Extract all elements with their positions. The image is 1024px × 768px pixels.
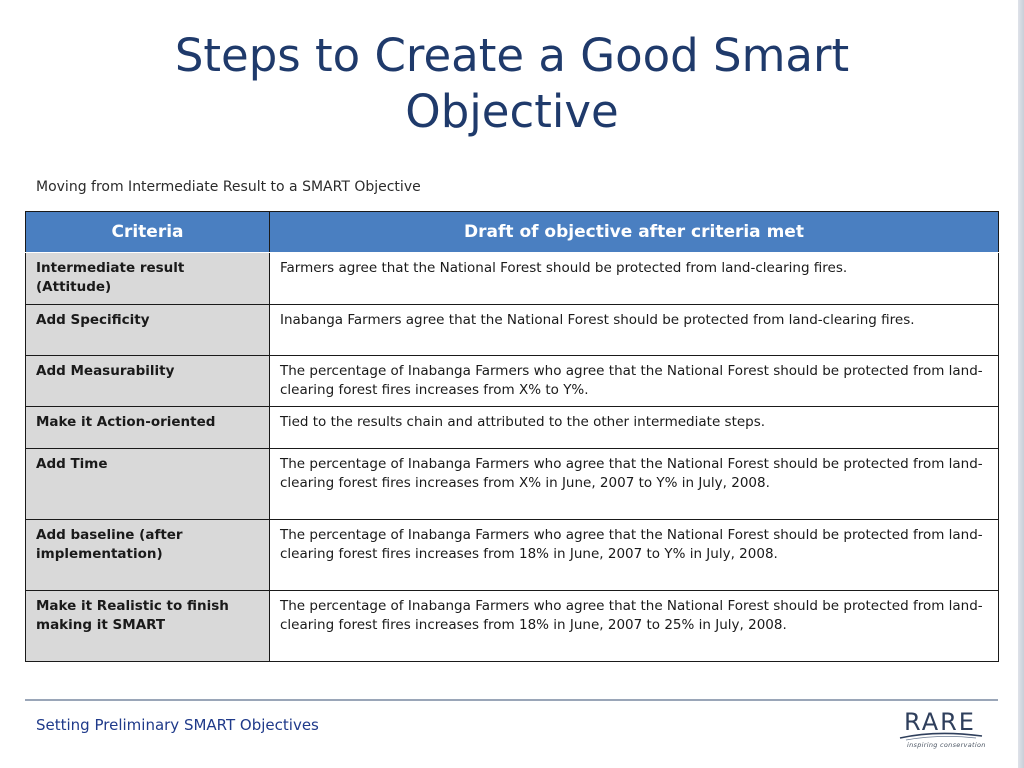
draft-cell: The percentage of Inabanga Farmers who agree that the National Forest should be protected from land-clearing forest fires increases from 18% in June, 2007 to Y% in July, 2008. xyxy=(270,520,999,591)
table-row xyxy=(26,407,999,449)
criteria-cell: Add Specificity xyxy=(26,305,270,356)
table-row xyxy=(26,449,999,520)
rare-logo xyxy=(896,708,986,756)
criteria-cell: Intermediate result (Attitude) xyxy=(26,253,270,305)
table-row xyxy=(26,356,999,407)
logo-tagline: inspiring conservation xyxy=(907,741,986,749)
slide-subtitle: Moving from Intermediate Result to a SMART Objective xyxy=(36,179,421,195)
smart-objective-table xyxy=(25,211,999,662)
criteria-cell: Make it Action-oriented xyxy=(26,407,270,449)
draft-cell: Inabanga Farmers agree that the National Forest should be protected from land-clearing fires. xyxy=(270,305,999,356)
slide-title-line-1: Steps to Create a Good Smart xyxy=(174,29,850,82)
criteria-cell: Add Measurability xyxy=(26,356,270,407)
footer-title: Setting Preliminary SMART Objectives xyxy=(36,716,319,734)
footer-divider xyxy=(25,699,998,701)
table-header-row xyxy=(26,212,999,253)
table-row xyxy=(26,591,999,662)
draft-cell: The percentage of Inabanga Farmers who agree that the National Forest should be protected from land-clearing forest fires increases from 18% in June, 2007 to 25% in July, 2008. xyxy=(270,591,999,662)
criteria-cell: Add Time xyxy=(26,449,270,520)
draft-cell: Tied to the results chain and attributed to the other intermediate steps. xyxy=(270,407,999,449)
criteria-cell: Add baseline (after implementation) xyxy=(26,520,270,591)
logo-wordmark: RARE xyxy=(904,708,976,736)
table-row xyxy=(26,305,999,356)
table-row xyxy=(26,253,999,305)
draft-cell: Farmers agree that the National Forest should be protected from land-clearing fires. xyxy=(270,253,999,305)
slide-right-edge xyxy=(1018,0,1024,768)
column-header-criteria: Criteria xyxy=(26,212,270,253)
criteria-cell: Make it Realistic to finish making it SMART xyxy=(26,591,270,662)
draft-cell: The percentage of Inabanga Farmers who agree that the National Forest should be protected from land-clearing forest fires increases from X% to Y%. xyxy=(270,356,999,407)
slide-title xyxy=(60,28,964,140)
draft-cell: The percentage of Inabanga Farmers who agree that the National Forest should be protected from land-clearing forest fires increases from X% in June, 2007 to Y% in July, 2008. xyxy=(270,449,999,520)
column-header-draft: Draft of objective after criteria met xyxy=(270,212,999,253)
slide-title-line-2: Objective xyxy=(405,85,619,138)
table-row xyxy=(26,520,999,591)
